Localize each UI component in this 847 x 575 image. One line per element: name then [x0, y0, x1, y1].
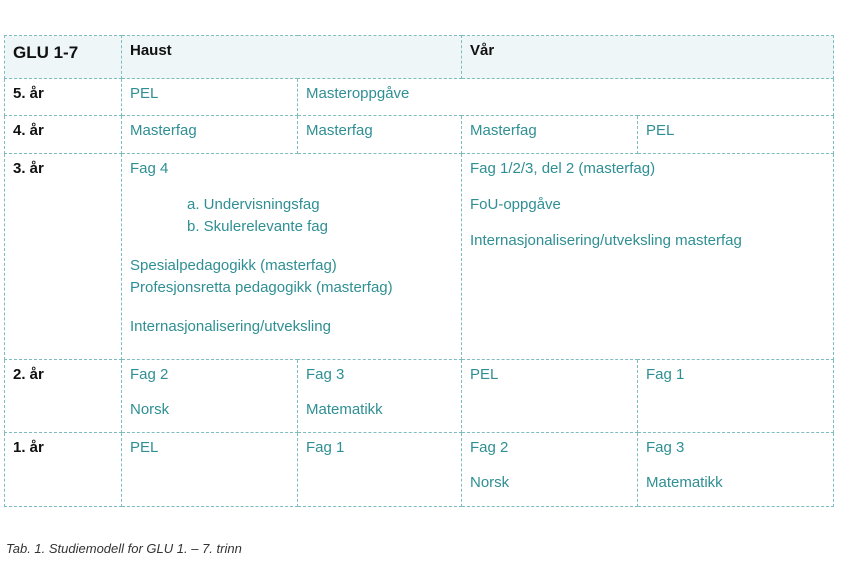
table-cell: PEL	[462, 360, 638, 433]
table-cell: Masterfag	[298, 116, 462, 154]
year-label: 4. år	[5, 116, 122, 154]
table-cell: PEL	[638, 116, 834, 154]
table-caption: Tab. 1. Studiemodell for GLU 1. – 7. trinn	[6, 541, 242, 556]
table-row-year5	[5, 79, 834, 116]
table-cell	[638, 433, 834, 507]
table-row-year3	[5, 154, 834, 360]
table-row-year1	[5, 433, 834, 507]
year-label: 2. år	[5, 360, 122, 433]
course-name: Fag 4	[130, 160, 169, 177]
table-cell-year3-haust	[122, 154, 462, 360]
study-model-table	[4, 35, 834, 507]
course-name: FoU-oppgåve	[470, 196, 561, 213]
table-cell: PEL	[122, 433, 298, 507]
table-row-year4	[5, 116, 834, 154]
course-name: Fag 3	[646, 439, 685, 456]
course-name: Fag 2	[470, 439, 509, 456]
table-cell: Fag 1	[638, 360, 834, 433]
program-title: GLU 1-7	[5, 36, 122, 79]
year-label: 1. år	[5, 433, 122, 507]
course-name: Fag 2	[130, 366, 169, 383]
year-label: 5. år	[5, 79, 122, 116]
subject-name: Matematikk	[306, 401, 383, 418]
course-name: Internasjonalisering/utveksling	[130, 318, 331, 335]
year-label: 3. år	[5, 154, 122, 360]
list-item: b. Skulerelevante fag	[187, 218, 328, 235]
table-cell: Masterfag	[462, 116, 638, 154]
subject-name: Norsk	[130, 401, 170, 418]
table-cell	[122, 360, 298, 433]
table-cell: Fag 1	[298, 433, 462, 507]
course-name: Profesjonsretta pedagogikk (masterfag)	[130, 279, 393, 296]
semester-var-header: Vår	[462, 36, 834, 79]
course-name: Fag 3	[306, 366, 345, 383]
table-cell: Masteroppgåve	[298, 79, 834, 116]
course-name: Fag 1/2/3, del 2 (masterfag)	[470, 160, 656, 177]
table-cell-year3-var	[462, 154, 834, 360]
course-name: Spesialpedagogikk (masterfag)	[130, 257, 337, 274]
table-cell	[298, 360, 462, 433]
list-item: a. Undervisningsfag	[187, 196, 320, 213]
table-cell: Masterfag	[122, 116, 298, 154]
subject-name: Matematikk	[646, 474, 723, 491]
semester-haust-header: Haust	[122, 36, 462, 79]
course-name: Internasjonalisering/utveksling masterfag	[470, 232, 742, 249]
table-row-year2	[5, 360, 834, 433]
subject-name: Norsk	[470, 474, 510, 491]
table-cell	[462, 433, 638, 507]
table-cell: PEL	[122, 79, 298, 116]
table-header-row	[5, 36, 834, 79]
